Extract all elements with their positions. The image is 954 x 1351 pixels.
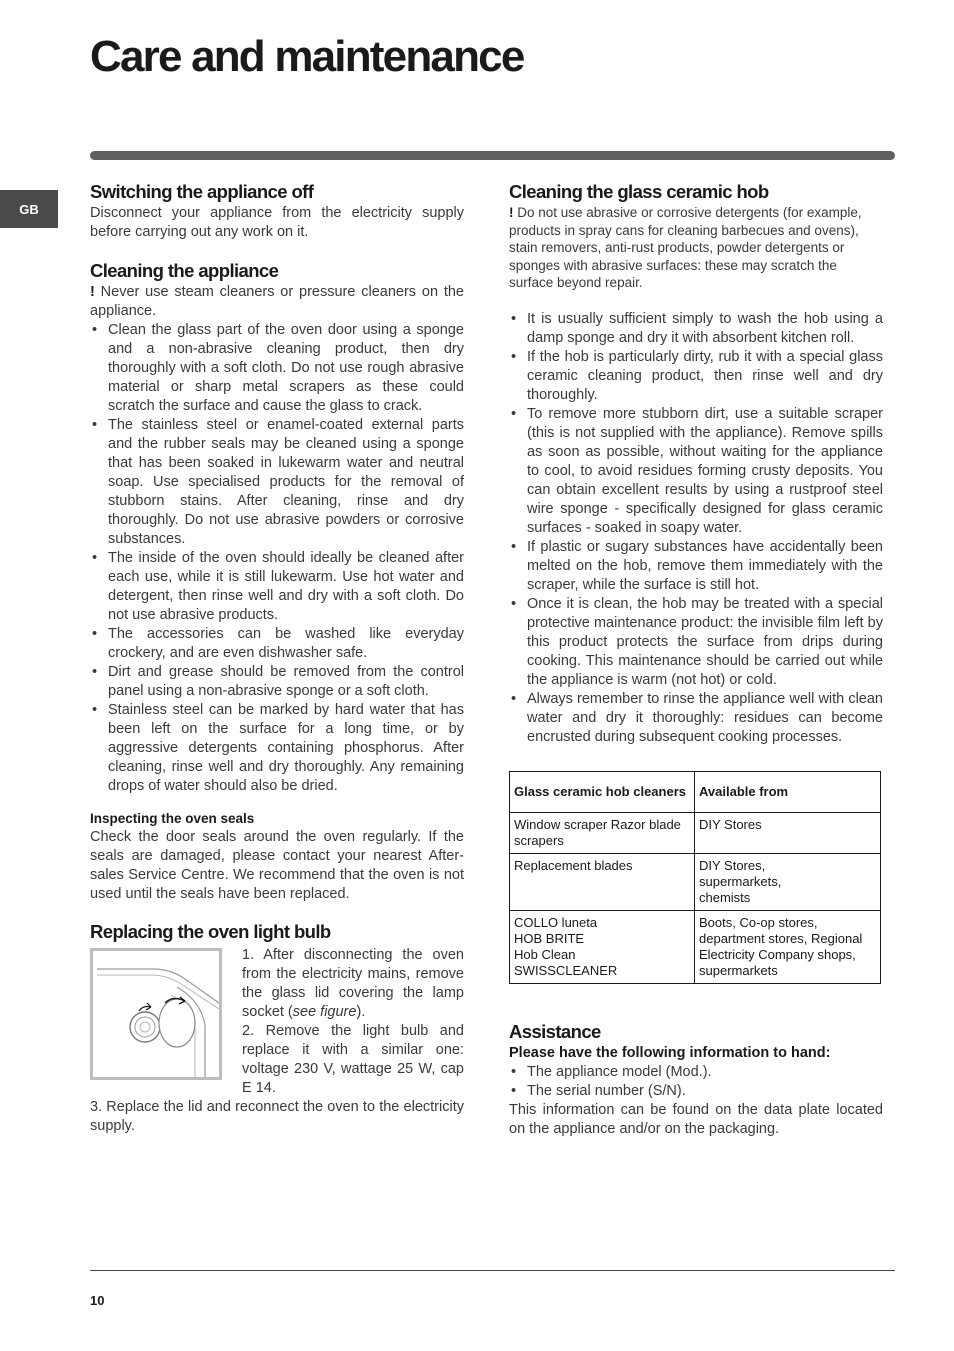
list-item: • If the hob is particularly dirty, rub it with a special glass ceramic cleaning product, then rinse well and dry thoroughly. [509,348,883,405]
bulb-step-1-text: 1. After disconnecting the oven from the electricity mains, remove the glass lid covering the lamp socket ( [242,947,464,1020]
hob-cleaners-table [509,771,881,984]
assistance-section [509,1020,883,1139]
light-bulb-block [90,946,464,1098]
bulb-step-1-close: ). [356,1004,366,1020]
assistance-list [509,1063,883,1101]
right-column [509,180,883,1139]
page-number: 10 [90,1293,105,1308]
cell-line: Hob Clean [514,946,576,962]
glass-hob-list [509,310,883,747]
assistance-lead: Please have the following information to hand: [509,1044,831,1061]
cell-line: HOB BRITE [514,930,585,946]
bulb-step-1 [242,946,464,1022]
cleaning-appliance-heading: Cleaning the appliance [90,260,279,281]
cell-line: DIY Stores, [699,857,766,873]
list-item: • Stainless steel can be marked by hard water that has been left on the surface for a long time, or by aggressive detergents containing phosphorus. After cleaning, rinse well and dry thoroughly. Any remaining drops of water should also be dried. [90,701,464,796]
list-item: • The inside of the oven should ideally be cleaned after each use, while it is still lukewarm. Use hot water and detergent, then rinse well and dry with a soft cloth. Do not use abrasive products. [90,549,464,625]
list-item: • The serial number (S/N). [509,1082,883,1101]
warning-mark: ! [509,205,514,220]
glass-hob-section [509,180,883,747]
list-item: • If plastic or sugary substances have accidentally been melted on the hob, remove them immediately with the scraper, while the surface is still hot. [509,538,883,595]
assistance-heading: Assistance [509,1020,601,1042]
lamp-socket-figure [90,948,222,1080]
table-cell-product [510,812,695,853]
table-header-product: Glass ceramic hob cleaners [510,771,695,812]
light-bulb-section [90,920,464,1136]
list-item: • To remove more stubborn dirt, use a suitable scraper (this is not supplied with the appliance). Remove spills as soon as possible, without waiting for the appliance to cool, to avoid residues forming crusty deposits. You can obtain excellent results by using a rustproof steel wire sponge - specifically designed for glass ceramic surfaces - soaked in soapy water. [509,405,883,538]
table-cell-product [510,853,695,910]
cell-line: DIY Stores [699,816,762,832]
table-header-row [510,771,881,812]
inspecting-seals-text: Check the door seals around the oven regularly. If the seals are damaged, please contact your nearest After-sales Service Centre. We recommend that the oven is not used until the seals have been replaced. [90,829,464,902]
table-row [510,853,881,910]
header-rule [90,151,895,160]
list-item: • It is usually sufficient simply to wash the hob using a damp sponge and dry it with absorbent kitchen roll. [509,310,883,348]
cell-line: Boots, Co-op stores, department stores, Regional Electricity Company shops, supermarkets [699,914,863,978]
table-cell-available [695,910,881,983]
light-bulb-heading: Replacing the oven light bulb [90,921,331,942]
list-item: • Once it is clean, the hob may be treated with a special protective maintenance product: the invisible film left by this product protects the surface from drips during cooking. This maintenance should be carried out while the appliance is warm (not hot) or cold. [509,595,883,690]
inspecting-seals-heading: Inspecting the oven seals [90,811,255,826]
table-row [510,812,881,853]
assistance-text: This information can be found on the data plate located on the appliance and/or on the packaging. [509,1101,883,1137]
list-item: • The accessories can be washed like everyday crockery, and are even dishwasher safe. [90,625,464,663]
cell-line: Replacement blades [514,857,633,873]
table-cell-available [695,812,881,853]
switching-off-heading: Switching the appliance off [90,181,314,202]
left-column [90,180,464,1136]
lamp-socket-illustration [93,951,219,1077]
list-item: • Dirt and grease should be removed from the control panel using a non-abrasive sponge or a soft cloth. [90,663,464,701]
list-item: • The stainless steel or enamel-coated external parts and the rubber seals may be cleaned using a sponge that has been soaked in lukewarm water and neutral soap. Use specialised products for the removal of stubborn stains. After cleaning, rinse and dry thoroughly. Do not use abrasive powders or corrosive substances. [90,416,464,549]
cleaning-appliance-section [90,259,464,796]
cleaning-appliance-list [90,321,464,796]
table-header-available: Available from [695,771,881,812]
warning-text: Do not use abrasive or corrosive detergents (for example, products in spray cans for cleaning barbecues and ovens), stain removers, anti-rust products, powder detergents or sponges with abrasive surfaces: these may scratch the surface beyond repair. [509,205,862,290]
table-row [510,910,881,983]
list-item: • Always remember to rinse the appliance well with clean water and dry it thoroughly: residues can become encrusted during subsequent cooking processes. [509,690,883,747]
cell-line: chemists [699,889,751,905]
list-item: • Clean the glass part of the oven door using a sponge and a non-abrasive cleaning product, then dry thoroughly with a soft cloth. Do not use rough abrasive material or sharp metal scrapers as these could scratch the surface and cause the glass to crack. [90,321,464,416]
see-figure-ref: see figure [292,1004,357,1020]
glass-hob-warning [509,204,883,292]
language-tab: GB [0,190,58,228]
light-bulb-steps [242,946,464,1098]
warning-text: Never use steam cleaners or pressure cleaners on the appliance. [90,284,464,319]
cell-line: COLLO luneta [514,914,598,930]
cell-line: Window scraper Razor blade scrapers [514,816,681,848]
warning-mark: ! [90,284,95,300]
footer-rule [90,1270,895,1271]
inspecting-seals-section [90,810,464,904]
glass-hob-heading: Cleaning the glass ceramic hob [509,181,769,202]
cleaning-appliance-warning [90,283,464,321]
table-cell-available [695,853,881,910]
switching-off-text: Disconnect your appliance from the electricity supply before carrying out any work on it. [90,205,464,240]
cell-line: supermarkets, [699,873,782,889]
bulb-step-2: 2. Remove the light bulb and replace it with a similar one: voltage 230 V, wattage 25 W, cap E 14. [242,1023,464,1096]
list-item: • The appliance model (Mod.). [509,1063,883,1082]
page-title: Care and maintenance [90,32,524,81]
switching-off-section [90,180,464,242]
cell-line: SWISSCLEANER [514,962,618,978]
table-cell-product [510,910,695,983]
bulb-step-3: 3. Replace the lid and reconnect the oven to the electricity supply. [90,1099,464,1134]
